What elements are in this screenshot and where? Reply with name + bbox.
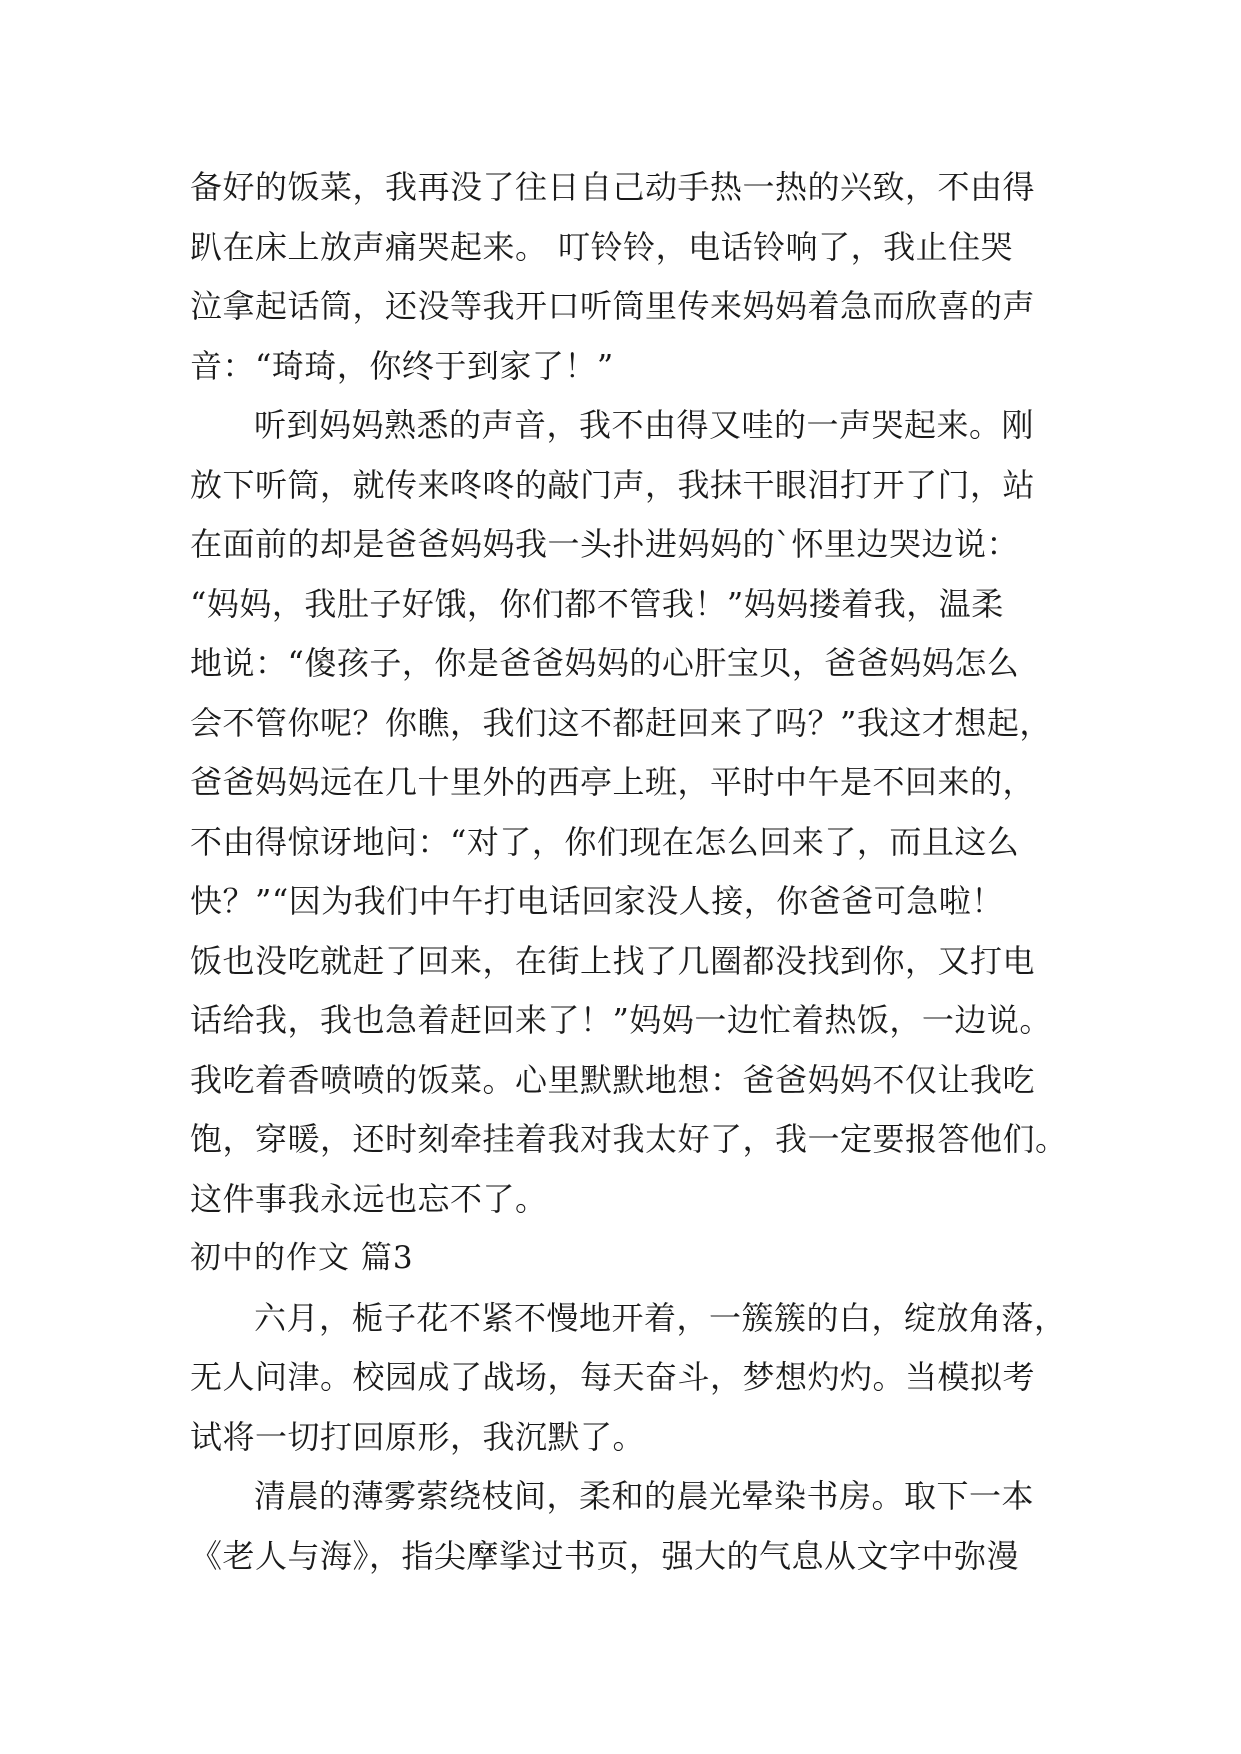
paragraph-start-line: 听到妈妈熟悉的声音，我不由得又哇的一声哭起来。刚 <box>254 406 1035 444</box>
text-line: 泣拿起话筒，还没等我开口听筒里传来妈妈着急而欣喜的声 <box>190 287 1036 325</box>
document-body <box>190 158 1070 1586</box>
text-line: “妈妈，我肚子好饿，你们都不管我！”妈妈搂着我，温柔 <box>190 584 1004 623</box>
text-line: 话给我，我也急着赶回来了！”妈妈一边忙着热饭，一边说。 <box>190 1001 1052 1039</box>
section-heading: 初中的作文 篇3 <box>190 1240 414 1276</box>
paragraph-start-line: 六月，栀子花不紧不慢地开着，一簇簇的白，绽放角落， <box>254 1298 1067 1337</box>
text-line: 趴在床上放声痛哭起来。 叮铃铃，电话铃响了，我止住哭 <box>190 227 1014 266</box>
text-line: 快？”“因为我们中午打电话回家没人接，你爸爸可急啦！ <box>190 882 1004 920</box>
paragraph-start-line: 清晨的薄雾萦绕枝间，柔和的晨光晕染书房。取下一本 <box>254 1477 1035 1515</box>
text-line: 放下听筒，就传来咚咚的敲门声，我抹干眼泪打开了门，站 <box>190 465 1036 504</box>
text-line: 会不管你呢？你瞧，我们这不都赶回来了吗？”我这才想起， <box>190 703 1052 742</box>
text-line: 饭也没吃就赶了回来，在街上找了几圈都没找到你，又打电 <box>190 941 1036 980</box>
text-line: 我吃着香喷喷的饭菜。心里默默地想：爸爸妈妈不仅让我吃 <box>190 1060 1036 1099</box>
text-line: 音：“琦琦，你终于到家了！” <box>190 346 614 385</box>
text-line: 试将一切打回原形，我沉默了。 <box>190 1417 646 1456</box>
text-line: 爸爸妈妈远在几十里外的西亭上班，平时中午是不回来的， <box>190 763 1036 801</box>
text-line: 《老人与海》，指尖摩挲过书页，强大的气息从文字中弥漫 <box>190 1536 1020 1575</box>
text-line: 无人问津。校园成了战场，每天奋斗，梦想灼灼。当模拟考 <box>190 1358 1036 1396</box>
text-line: 在面前的却是爸爸妈妈我一头扑进妈妈的`怀里边哭边说： <box>190 525 1020 563</box>
text-line: 这件事我永远也忘不了。 <box>190 1179 548 1218</box>
text-line: 饱，穿暖，还时刻牵挂着我对我太好了，我一定要报答他们。 <box>190 1120 1068 1158</box>
text-line: 备好的饭菜，我再没了往日自己动手热一热的兴致，不由得 <box>190 168 1036 206</box>
text-line: 不由得惊讶地问：“对了，你们现在怎么回来了，而且这么 <box>190 822 1020 861</box>
text-line: 地说：“傻孩子，你是爸爸妈妈的心肝宝贝，爸爸妈妈怎么 <box>190 644 1020 682</box>
